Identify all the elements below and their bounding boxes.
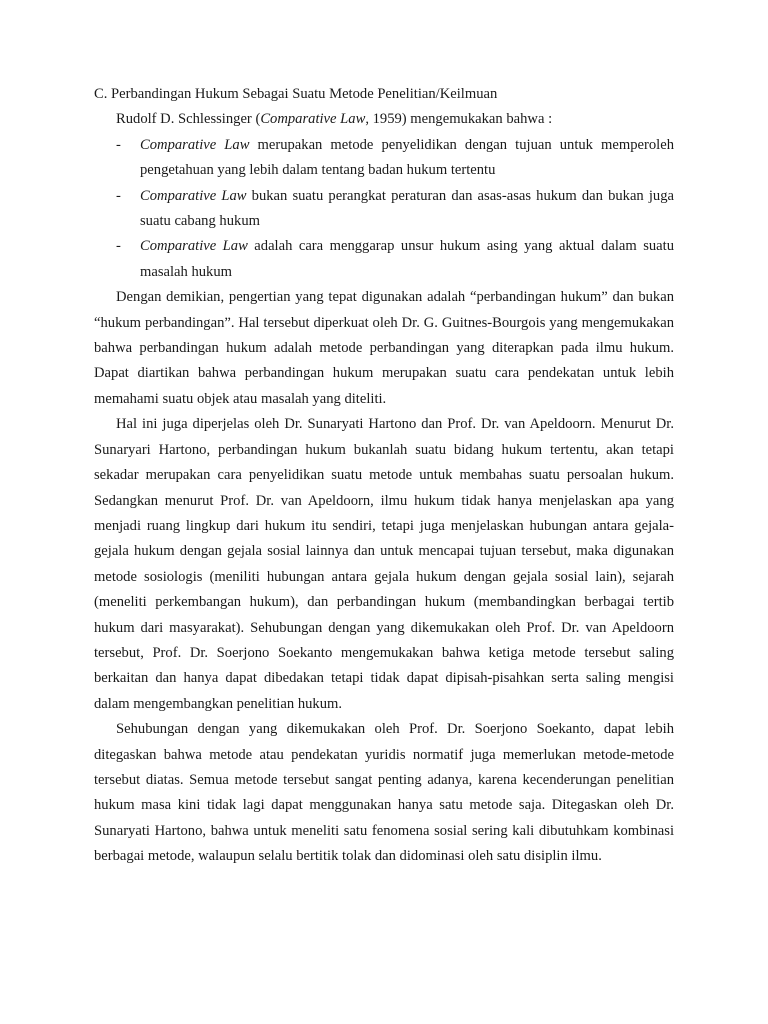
body-paragraph: Sehubungan dengan yang dikemukakan oleh Prof. Dr. Soerjono Soekanto, dapat lebih ditegaskan bahwa metode atau pendekatan yuridis normatif juga memerlukan metode-metode tersebut diatas. Semua metode tersebut sangat penting adanya, karena kecenderungan penelitian hukum masa kini tidak lagi dapat menggunakan hanya satu metode saja. Ditegaskan oleh Dr. Sunaryati Hartono, bahwa untuk meneliti satu fenomena sosial sering kali dibutuhkam kombinasi berbagai metode, walaupun selalu bertitik tolak dan didominasi oleh satu disiplin ilmu. [94,721,674,865]
definition-list [94,133,674,285]
section-heading: C. Perbandingan Hukum Sebagai Suatu Metode Penelitian/Keilmuan [94,86,498,102]
intro-text-after: , 1959) mengemukakan bahwa : [365,111,553,128]
document-page [94,82,674,870]
intro-work-title: Comparative Law [260,111,366,128]
list-item [94,184,674,235]
list-item [94,133,674,184]
list-item-text: bukan suatu perangkat peraturan dan asas-asas hukum dan bukan juga suatu cabang hukum [140,187,675,230]
list-item-text: merupakan metode penyelidikan dengan tujuan untuk memperoleh pengetahuan yang lebih dalam tentang badan hukum tertentu [140,136,674,179]
list-item-term: Comparative Law [140,187,247,204]
bullet-dash: - [116,136,121,153]
body-paragraph: Dengan demikian, pengertian yang tepat digunakan adalah “perbandingan hukum” dan bukan “hukum perbandingan”. Hal tersebut diperkuat oleh Dr. G. Guitnes-Bourgois yang mengemukakan bahwa perbandingan hukum adalah metode perbandingan yang diterapkan pada ilmu hukum. Dapat diartikan bahwa perbandingan hukum merupakan suatu cara pendekatan untuk lebih memahami suatu objek atau masalah yang diteliti. [94,289,674,407]
list-item [94,234,674,285]
body-paragraph: Hal ini juga diperjelas oleh Dr. Sunaryati Hartono dan Prof. Dr. van Apeldoorn. Menurut Dr. Sunaryari Hartono, perbandingan hukum bukanlah suatu bidang hukum tertentu, akan tetapi sekadar merupakan cara penyelidikan suatu metode untuk membahas suatu persoalan hukum. Sedangkan menurut Prof. Dr. van Apeldoorn, ilmu hukum tidak hanya menjelaskan apa yang menjadi ruang lingkup dari hukum itu sendiri, tetapi juga menjelaskan hubungan antara gejala-gejala hukum dengan gejala sosial lainnya dan untuk mencapai tujuan tersebut, maka digunakan metode sosiologis (meniliti hubungan antara gejala hukum dengan gejala sosial lain), sejarah (meneliti perkembangan hukum), dan perbandingan hukum (membandingkan berbagai tertib hukum dari masyarakat). Sehubungan dengan yang dikemukakan oleh Prof. Dr. van Apeldoorn tersebut, Prof. Dr. Soerjono Soekanto mengemukakan bahwa ketiga metode tersebut saling berkaitan dan hanya dapat dibedakan tetapi tidak dapat dipisah-pisahkan serta saling mengisi dalam mengembangkan penelitian hukum. [94,416,674,712]
list-item-term: Comparative Law [140,136,250,153]
bullet-dash: - [116,238,121,255]
bullet-dash: - [116,187,121,204]
list-item-text: adalah cara menggarap unsur hukum asing yang aktual dalam suatu masalah hukum [140,238,675,280]
list-item-term: Comparative Law [140,238,248,255]
intro-line [94,107,674,132]
intro-text-before: Rudolf D. Schlessinger ( [116,111,261,128]
